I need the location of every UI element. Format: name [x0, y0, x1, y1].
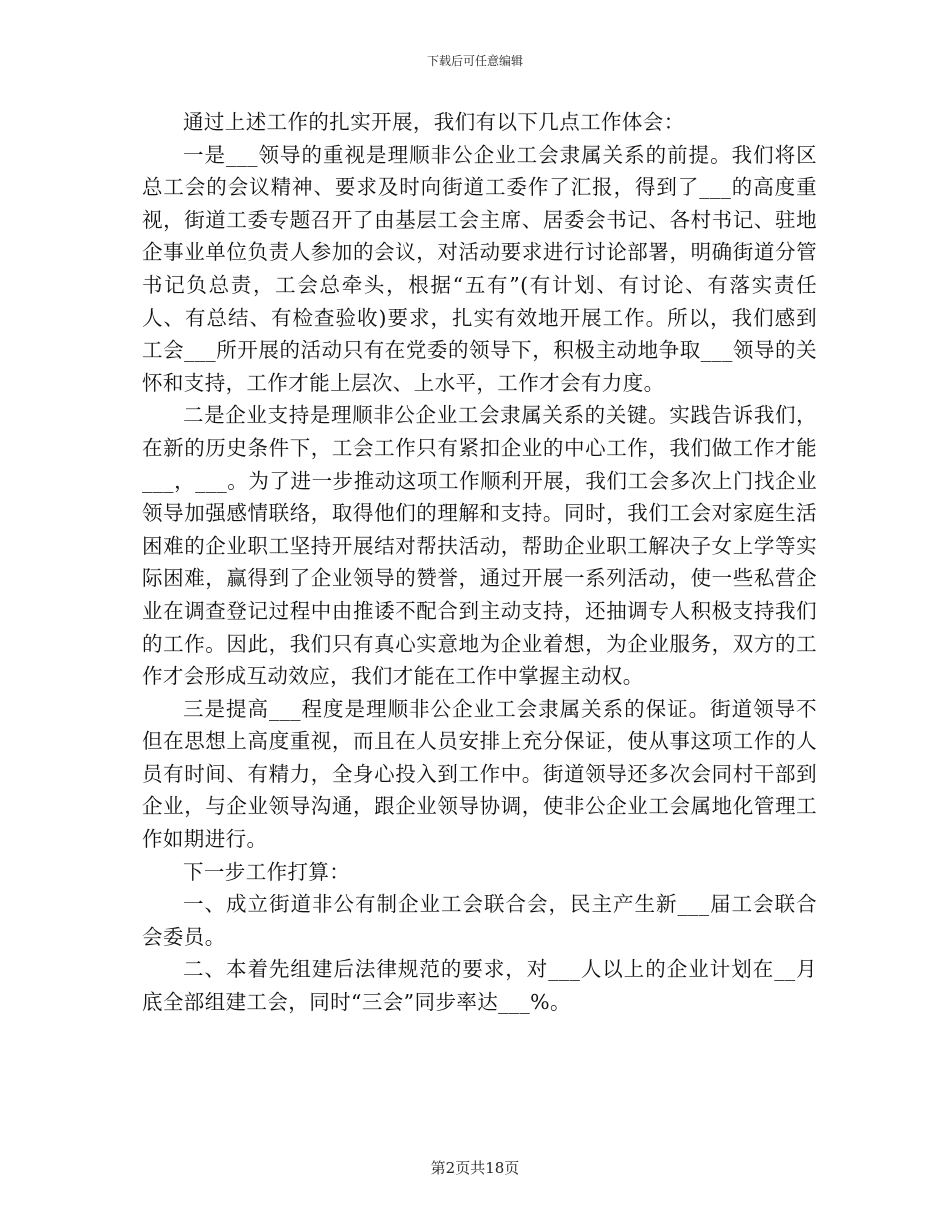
page-number: 第2页共18页 — [430, 1159, 520, 1177]
paragraph-point-one: 一是___领导的重视是理顺非公企业工会隶属关系的前提。我们将区总工会的会议精神、要求及时向街道工委作了汇报，得到了___的高度重视，街道工委专题召开了由基层工会主席、居委会书记、各村书记、驻地企事业单位负责人参加的会议，对活动要求进行讨论部署，明确街道分管书记负总责，工会总牵头，根据“五有”(有计划、有讨论、有落实责任人、有总结、有检查验收)要求，扎实有效地开展工作。所以，我们感到工会___所开展的活动只有在党委的领导下，积极主动地争取___领导的关怀和支持，工作才能上层次、上水平，工作才会有力度。 — [142, 142, 817, 395]
document-body — [142, 106, 817, 1019]
page-header: 下载后可任意编辑 — [426, 54, 523, 68]
paragraph-plan-two: 二、本着先组建后法律规范的要求，对___人以上的企业计划在__月底全部组建工会，同时“三会”同步率达___%。 — [142, 957, 817, 1015]
paragraph-point-two: 二是企业支持是理顺非公企业工会隶属关系的关键。实践告诉我们，在新的历史条件下，工会工作只有紧扣企业的中心工作，我们做工作才能___，___。为了进一步推动这项工作顺利开展，我们工会多次上门找企业领导加强感情联络，取得他们的理解和支持。同时，我们工会对家庭生活困难的企业职工坚持开展结对帮扶活动，帮助企业职工解决子女上学等实际困难，赢得到了企业领导的赞誉，通过开展一系列活动，使一些私营企业在调查登记过程中由推诿不配合到主动支持，还抽调专人积极支持我们的工作。因此，我们只有真心实意地为企业着想，为企业服务，双方的工作才会形成互动效应，我们才能在工作中掌握主动权。 — [142, 403, 817, 689]
paragraph-plan-one: 一、成立街道非公有制企业工会联合会，民主产生新___届工会联合会委员。 — [142, 892, 817, 949]
paragraph-next-steps-heading: 下一步工作打算： — [183, 859, 351, 884]
paragraph-point-three: 三是提高___程度是理顺非公企业工会隶属关系的保证。街道领导不但在思想上高度重视，而且在人员安排上充分保证，使从事这项工作的人员有时间、有精力，全身心投入到工作中。街道领导还多次会同村干部到企业，与企业领导沟通，跟企业领导协调，使非公企业工会属地化管理工作如期进行。 — [142, 696, 817, 852]
paragraph-intro: 通过上述工作的扎实开展，我们有以下几点工作体会： — [183, 110, 685, 134]
